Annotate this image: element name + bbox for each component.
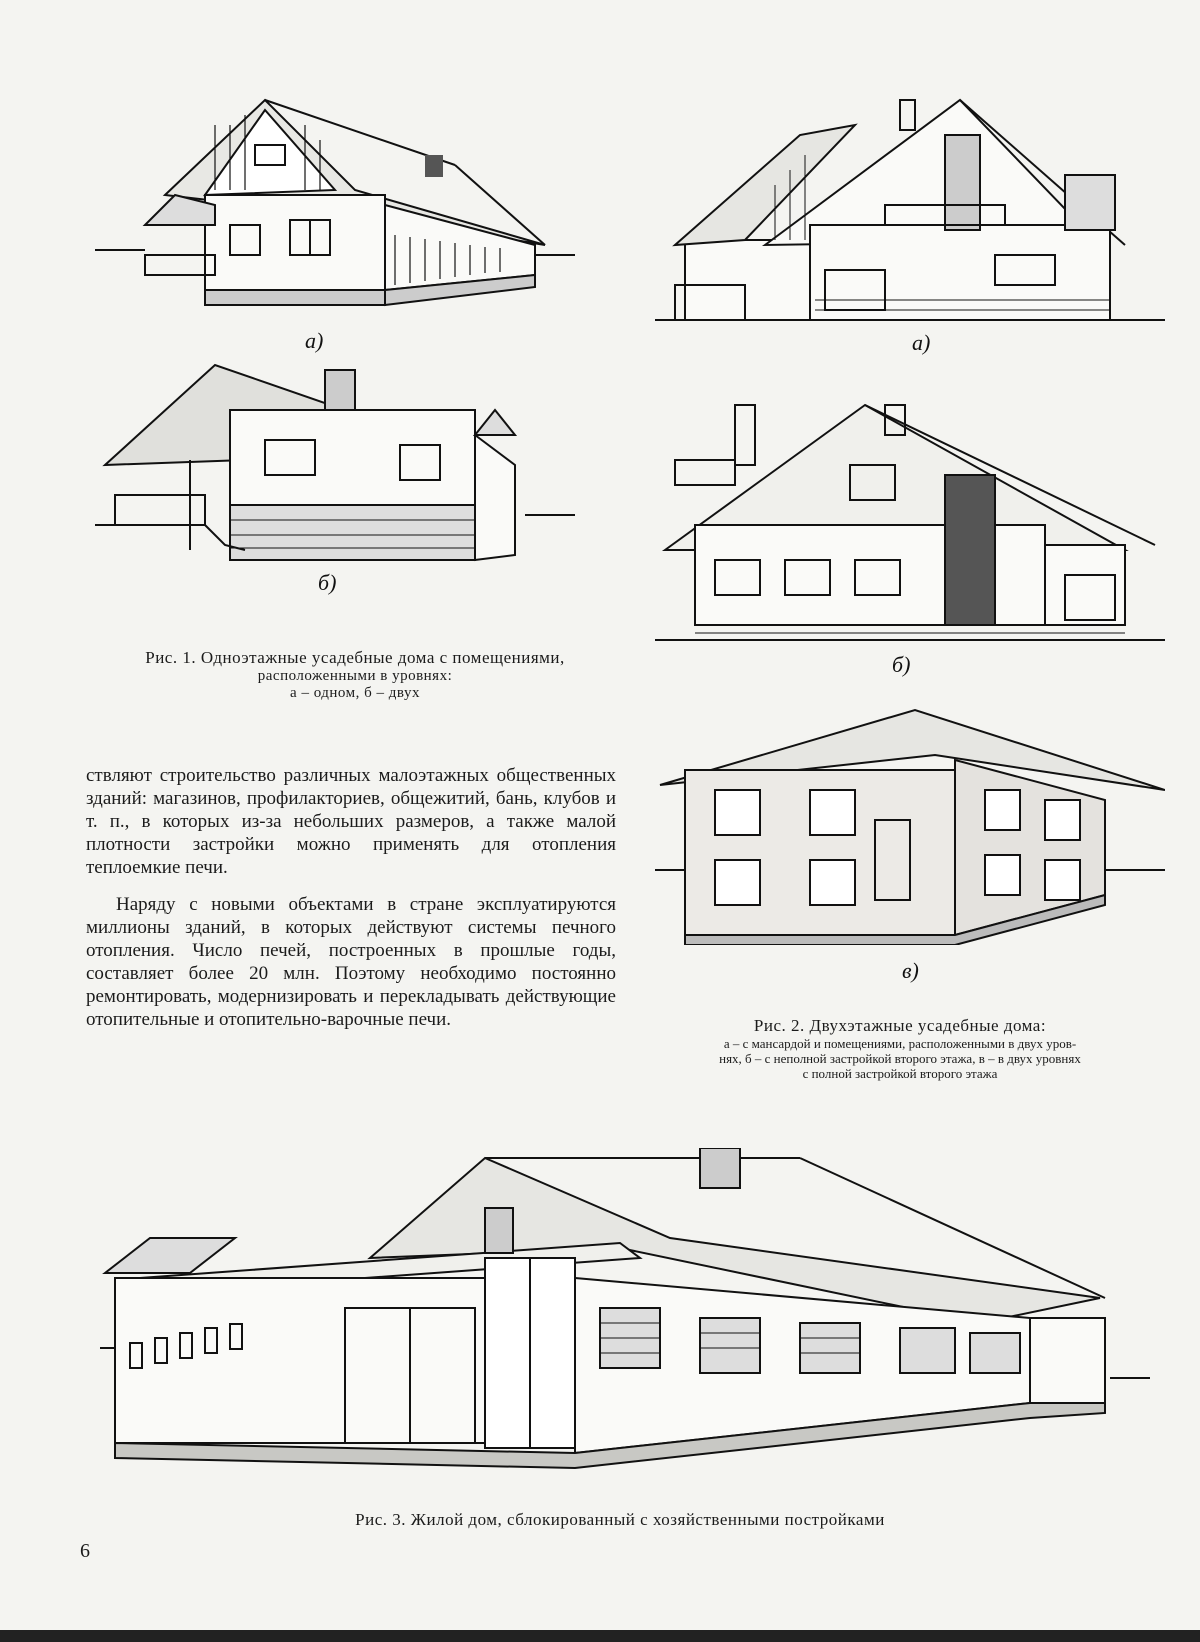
fig2-caption: [630, 1016, 1170, 1081]
fig1a-label: а): [305, 328, 324, 353]
scan-bottom-edge: [0, 1630, 1200, 1642]
fig1-caption-line3: а – одном, б – двух: [290, 685, 420, 701]
fig1b-label: б): [318, 570, 337, 595]
fig3-house-drawing: [100, 1148, 1150, 1478]
fig3-caption: [200, 1510, 1040, 1530]
body-paragraph-2: Наряду с новыми объектами в стране эксплуатируются миллионы зданий, в которых действуют системы печного отопления. Число печей, построенных в прошлые годы, составляет более 20 млн. Поэтому необходимо постоянно ремонтировать, модернизировать и перекладывать действующие отопительные и отопительно-варочные печи.: [86, 894, 616, 1030]
fig2-caption-title: Рис. 2. Двухэтажные усадебные дома:: [753, 1016, 1047, 1035]
page-number: 6: [80, 1540, 90, 1562]
body-text: [86, 764, 616, 1045]
fig3-caption-text: Рис. 3. Жилой дом, сблокированный с хозяйственными постройками: [355, 1510, 885, 1529]
fig2a-house-drawing: [655, 95, 1165, 325]
fig2-caption-line2: а – с мансардой и помещениями, расположенными в двух уров-: [723, 1036, 1077, 1051]
fig1-caption: [70, 648, 640, 702]
fig2-caption-line3: нях, б – с неполной застройкой второго этажа, в – в двух уровнях: [719, 1051, 1081, 1066]
fig1-caption-title: Рис. 1. Одноэтажные усадебные дома с помещениями,: [145, 648, 565, 667]
fig1-caption-line2: расположенными в уровнях:: [257, 668, 453, 684]
fig2v-label: в): [902, 958, 919, 983]
fig2b-label: б): [892, 652, 911, 677]
fig1b-house-drawing: [95, 350, 575, 580]
body-paragraph-1: ствляют строительство различных малоэтажных общественных зданий: магазинов, профилакториев, общежитий, бань, клубов и т. п., в которых из-за небольших размеров, а также малой плотности застройки можно применять для отопления теплоемкие печи.: [86, 765, 616, 878]
fig1a-house-drawing: [95, 95, 575, 335]
fig2-caption-line4: с полной застройкой второго этажа: [802, 1066, 998, 1081]
fig2b-house-drawing: [655, 395, 1165, 645]
fig2a-label: а): [912, 330, 931, 355]
fig2v-house-drawing: [655, 705, 1165, 945]
